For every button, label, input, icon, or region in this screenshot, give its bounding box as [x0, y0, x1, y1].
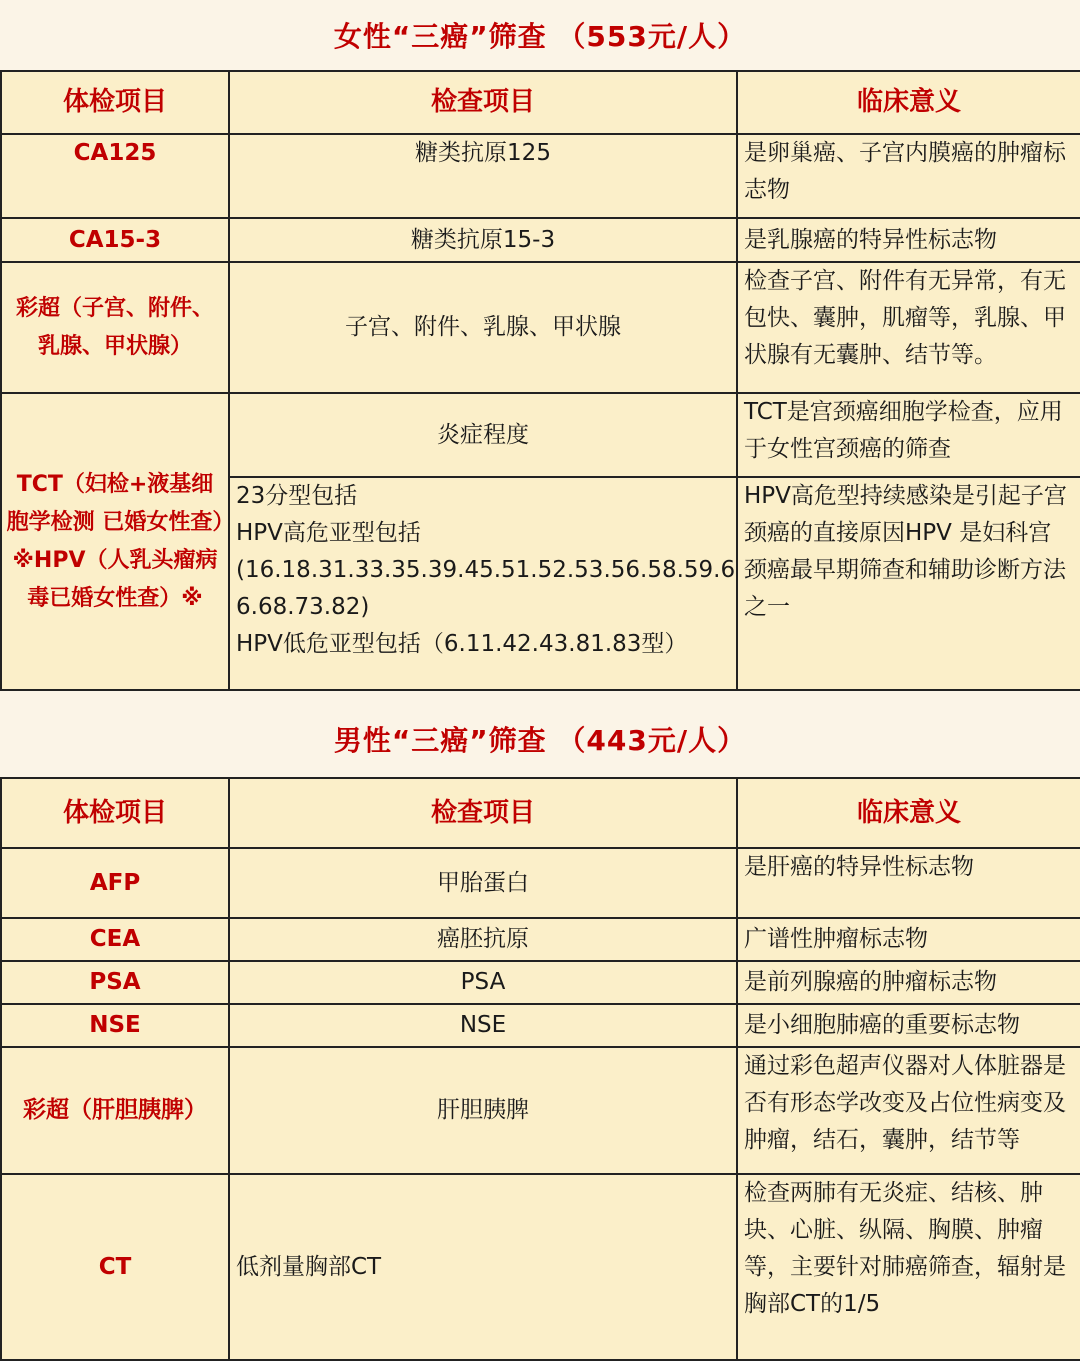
hpv-exam-line: HPV高危亚型包括: [236, 520, 421, 546]
item-female-ultrasound: 彩超（子宫、附件、乳腺、甲状腺）: [1, 262, 229, 393]
significance-ca125: 是卵巢癌、子宫内膜癌的肿瘤标志物: [737, 134, 1080, 218]
item-cea: CEA: [1, 918, 229, 961]
female-screening-table: [0, 70, 1080, 691]
exam-ca153: 糖类抗原15-3: [229, 218, 737, 262]
significance-female-ultrasound: 检查子宫、附件有无异常，有无包快、囊肿，肌瘤等，乳腺、甲状腺有无囊肿、结节等。: [737, 262, 1080, 393]
significance-nse: 是小细胞肺癌的重要标志物: [737, 1004, 1080, 1047]
significance-ct: 检查两肺有无炎症、结核、肿块、心脏、纵隔、胸膜、肿瘤等，主要针对肺癌筛查，辐射是胸部CT的1/5: [737, 1174, 1080, 1360]
exam-female-ultrasound: 子宫、附件、乳腺、甲状腺: [229, 262, 737, 393]
female-section-title: 女性“三癌”筛查 （553元/人）: [333, 20, 747, 53]
exam-male-ultrasound: 肝胆胰脾: [229, 1047, 737, 1174]
table-row-nse: [1, 1004, 1080, 1047]
col-header-significance: 临床意义: [737, 778, 1080, 848]
significance-male-ultrasound-text: 通过彩色超声仪器对人体脏器是否有形态学改变及占位性病变及肿瘤，结石，囊肿，结节等: [744, 1053, 1066, 1153]
table-row-ca125: [1, 134, 1080, 218]
male-section-title: 男性“三癌”筛查 （443元/人）: [333, 724, 747, 757]
table-row-tct: [1, 393, 1080, 477]
hpv-exam-line: (16.18.31.33.35.39.45.51.52.53.56.58.59.6: [236, 557, 736, 583]
item-male-ultrasound: 彩超（肝胆胰脾）: [1, 1047, 229, 1174]
exam-nse: NSE: [229, 1004, 737, 1047]
significance-ca153: 是乳腺癌的特异性标志物: [737, 218, 1080, 262]
exam-cea: 癌胚抗原: [229, 918, 737, 961]
male-screening-table: [0, 777, 1080, 1361]
table-row-ct: [1, 1174, 1080, 1360]
item-ct: CT: [1, 1174, 229, 1360]
significance-hpv: HPV高危型持续感染是引起子宫颈癌的直接原因HPV 是妇科宫颈癌最早期筛查和辅助诊断方法之一: [737, 477, 1080, 690]
table-row-cea: [1, 918, 1080, 961]
item-tct-hpv: TCT（妇检+液基细胞学检测 已婚女性查）※HPV（人乳头瘤病毒已婚女性查）※: [1, 393, 229, 690]
col-header-exam: 检查项目: [229, 778, 737, 848]
significance-cea: 广谱性肿瘤标志物: [737, 918, 1080, 961]
item-afp: AFP: [1, 848, 229, 918]
table-row-male-ultrasound: [1, 1047, 1080, 1174]
hpv-exam-line: 23分型包括: [236, 483, 358, 509]
exam-tct: 炎症程度: [229, 393, 737, 477]
item-ca153: CA15-3: [1, 218, 229, 262]
hpv-exam-line: HPV低危亚型包括（6.11.42.43.81.83型）: [236, 631, 688, 657]
table-row-psa: [1, 961, 1080, 1004]
col-header-exam: 检查项目: [229, 71, 737, 134]
exam-afp: 甲胎蛋白: [229, 848, 737, 918]
exam-psa: PSA: [229, 961, 737, 1004]
exam-ct: 低剂量胸部CT: [229, 1174, 737, 1360]
item-nse: NSE: [1, 1004, 229, 1047]
significance-afp: 是肝癌的特异性标志物: [737, 848, 1080, 918]
exam-hpv: [229, 477, 737, 690]
significance-tct: TCT是宫颈癌细胞学检查，应用于女性宫颈癌的筛查: [737, 393, 1080, 477]
col-header-item: 体检项目: [1, 71, 229, 134]
col-header-item: 体检项目: [1, 778, 229, 848]
table-row-female-ultrasound: [1, 262, 1080, 393]
item-ca125: CA125: [1, 134, 229, 218]
table-row-afp: [1, 848, 1080, 918]
significance-male-ultrasound: [737, 1047, 1080, 1174]
significance-psa: 是前列腺癌的肿瘤标志物: [737, 961, 1080, 1004]
male-header-row: [1, 778, 1080, 848]
exam-ca125: 糖类抗原125: [229, 134, 737, 218]
col-header-significance: 临床意义: [737, 71, 1080, 134]
item-psa: PSA: [1, 961, 229, 1004]
hpv-exam-line: 6.68.73.82): [236, 594, 370, 620]
table-row-ca153: [1, 218, 1080, 262]
female-header-row: [1, 71, 1080, 134]
